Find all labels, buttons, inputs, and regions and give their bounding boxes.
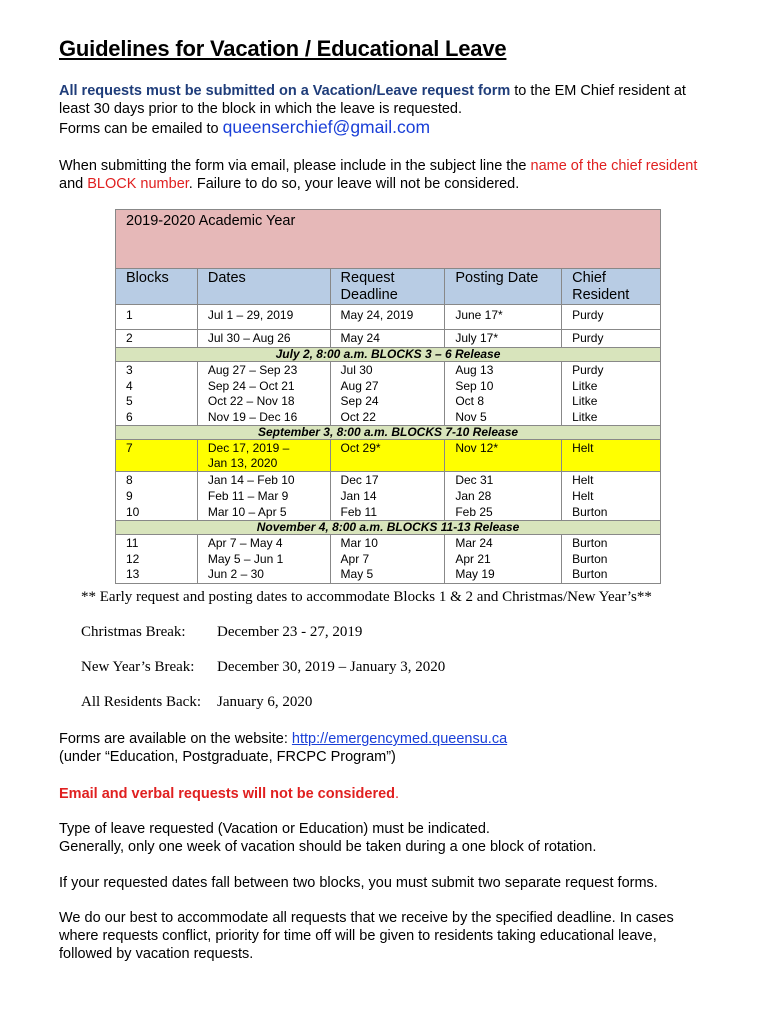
early-request-note: ** Early request and posting dates to accommodate Blocks 1 & 2 and Christmas/New Year’s** <box>81 589 652 605</box>
posting-cell: July 17* <box>445 330 562 348</box>
break-value: January 6, 2020 <box>217 694 313 710</box>
chief-cell-group: Burton Burton Burton <box>562 535 661 584</box>
table-row-group <box>116 535 661 584</box>
new-year-break-line <box>81 659 445 676</box>
column-header: Blocks <box>116 269 198 305</box>
dates-cell: Dec 17, 2019 – Jan 13, 2020 <box>197 440 330 472</box>
highlighted-row-block-7 <box>116 440 661 472</box>
intro-line2: least 30 days prior to the block in which the leave is requested. <box>59 101 463 117</box>
website-link[interactable]: http://emergencymed.queensu.ca <box>291 731 508 747</box>
column-header: Dates <box>197 269 330 305</box>
intro-paragraph <box>59 82 739 138</box>
email-verbal-text: Email and verbal requests will not be considered <box>59 786 396 802</box>
release-row <box>116 521 661 535</box>
break-value: December 30, 2019 – January 3, 2020 <box>217 659 446 675</box>
posting-cell-group: Mar 24 Apr 21 May 19 <box>445 535 562 584</box>
release-row <box>116 348 661 362</box>
posting-cell-group: Dec 31 Jan 28 Feb 25 <box>445 472 562 521</box>
chief-cell-group: Helt Helt Burton <box>562 472 661 521</box>
block-cell-group: 3 4 5 6 <box>116 362 198 426</box>
dates-cell: Jul 1 – 29, 2019 <box>197 305 330 330</box>
break-label: Christmas Break: <box>81 624 186 640</box>
chief-cell-group: Purdy Litke Litke Litke <box>562 362 661 426</box>
residents-back-line <box>81 694 312 711</box>
table-row-group <box>116 472 661 521</box>
two-blocks-paragraph: If your requested dates fall between two blocks, you must submit two separate request forms. <box>59 875 658 891</box>
block-cell: 7 <box>116 440 198 472</box>
forms-email-prefix: Forms can be emailed to <box>59 121 223 137</box>
intro-bold-text: All requests must be submitted on a Vacation/Leave request form <box>59 83 511 99</box>
type-leave-line: Type of leave requested (Vacation or Education) must be indicated. <box>59 821 490 837</box>
block-number-highlight: BLOCK number <box>87 176 189 192</box>
priority-line: followed by vacation requests. <box>59 946 254 962</box>
break-value: December 23 - 27, 2019 <box>217 624 363 640</box>
email-verbal-warning <box>59 785 739 803</box>
type-leave-line: Generally, only one week of vacation should be taken during a one block of rotation. <box>59 839 597 855</box>
release-label: July 2, 8:00 a.m. BLOCKS 3 – 6 Release <box>116 348 661 362</box>
posting-cell-group: Aug 13 Sep 10 Oct 8 Nov 5 <box>445 362 562 426</box>
page-title: Guidelines for Vacation / Educational Leave <box>59 36 507 61</box>
table-row-group <box>116 362 661 426</box>
priority-line: We do our best to accommodate all requests that we receive by the specified deadline. In cases <box>59 910 674 926</box>
release-label: November 4, 8:00 a.m. BLOCKS 11-13 Release <box>116 521 661 535</box>
deadline-cell: Oct 29* <box>330 440 445 472</box>
deadline-cell-group: Jul 30 Aug 27 Sep 24 Oct 22 <box>330 362 445 426</box>
block-cell-group: 11 12 13 <box>116 535 198 584</box>
posting-cell: June 17* <box>445 305 562 330</box>
break-label: All Residents Back: <box>81 694 201 710</box>
chief-email-link[interactable]: queenserchief@gmail.com <box>222 117 431 137</box>
block-cell-group: 8 9 10 <box>116 472 198 521</box>
chief-name-highlight: name of the chief resident <box>530 158 698 174</box>
type-of-leave-paragraph <box>59 820 739 856</box>
chief-cell: Helt <box>562 440 661 472</box>
deadline-cell: May 24 <box>330 330 445 348</box>
intro-rest-text: to the EM Chief resident at <box>510 83 686 99</box>
release-row <box>116 426 661 440</box>
email-verbal-period: . <box>395 786 400 802</box>
schedule-table <box>115 209 661 584</box>
priority-line: where requests conflict, priority for time off will be given to residents taking educational leave, <box>59 928 657 944</box>
break-label: New Year’s Break: <box>81 659 195 675</box>
website-under: (under “Education, Postgraduate, FRCPC Program”) <box>59 749 396 765</box>
website-prefix: Forms are available on the website: <box>59 731 292 747</box>
christmas-break-line <box>81 624 362 641</box>
dates-cell-group: Jan 14 – Feb 10 Feb 11 – Mar 9 Mar 10 – Apr 5 <box>197 472 330 521</box>
subject-note-text: . Failure to do so, your leave will not be considered. <box>188 176 520 192</box>
subject-note <box>59 157 739 193</box>
chief-cell: Purdy <box>562 305 661 330</box>
block-cell: 2 <box>116 330 198 348</box>
table-row <box>116 330 661 348</box>
table-header-row <box>116 269 661 305</box>
subject-note-text: and <box>59 176 88 192</box>
chief-cell: Purdy <box>562 330 661 348</box>
priority-paragraph <box>59 909 739 963</box>
deadline-cell: May 24, 2019 <box>330 305 445 330</box>
column-header: Request Deadline <box>330 269 445 305</box>
deadline-cell-group: Mar 10 Apr 7 May 5 <box>330 535 445 584</box>
deadline-cell-group: Dec 17 Jan 14 Feb 11 <box>330 472 445 521</box>
academic-year-label: 2019-2020 Academic Year <box>116 210 661 269</box>
website-paragraph <box>59 730 739 766</box>
dates-cell-group: Apr 7 – May 4 May 5 – Jun 1 Jun 2 – 30 <box>197 535 330 584</box>
dates-cell: Jul 30 – Aug 26 <box>197 330 330 348</box>
table-row <box>116 305 661 330</box>
column-header: Chief Resident <box>562 269 661 305</box>
academic-year-row <box>116 210 661 269</box>
release-label: September 3, 8:00 a.m. BLOCKS 7-10 Release <box>116 426 661 440</box>
posting-cell: Nov 12* <box>445 440 562 472</box>
dates-cell-group: Aug 27 – Sep 23 Sep 24 – Oct 21 Oct 22 – Nov 18 Nov 19 – Dec 16 <box>197 362 330 426</box>
block-cell: 1 <box>116 305 198 330</box>
subject-note-text: When submitting the form via email, please include in the subject line the <box>59 158 531 174</box>
column-header: Posting Date <box>445 269 562 305</box>
